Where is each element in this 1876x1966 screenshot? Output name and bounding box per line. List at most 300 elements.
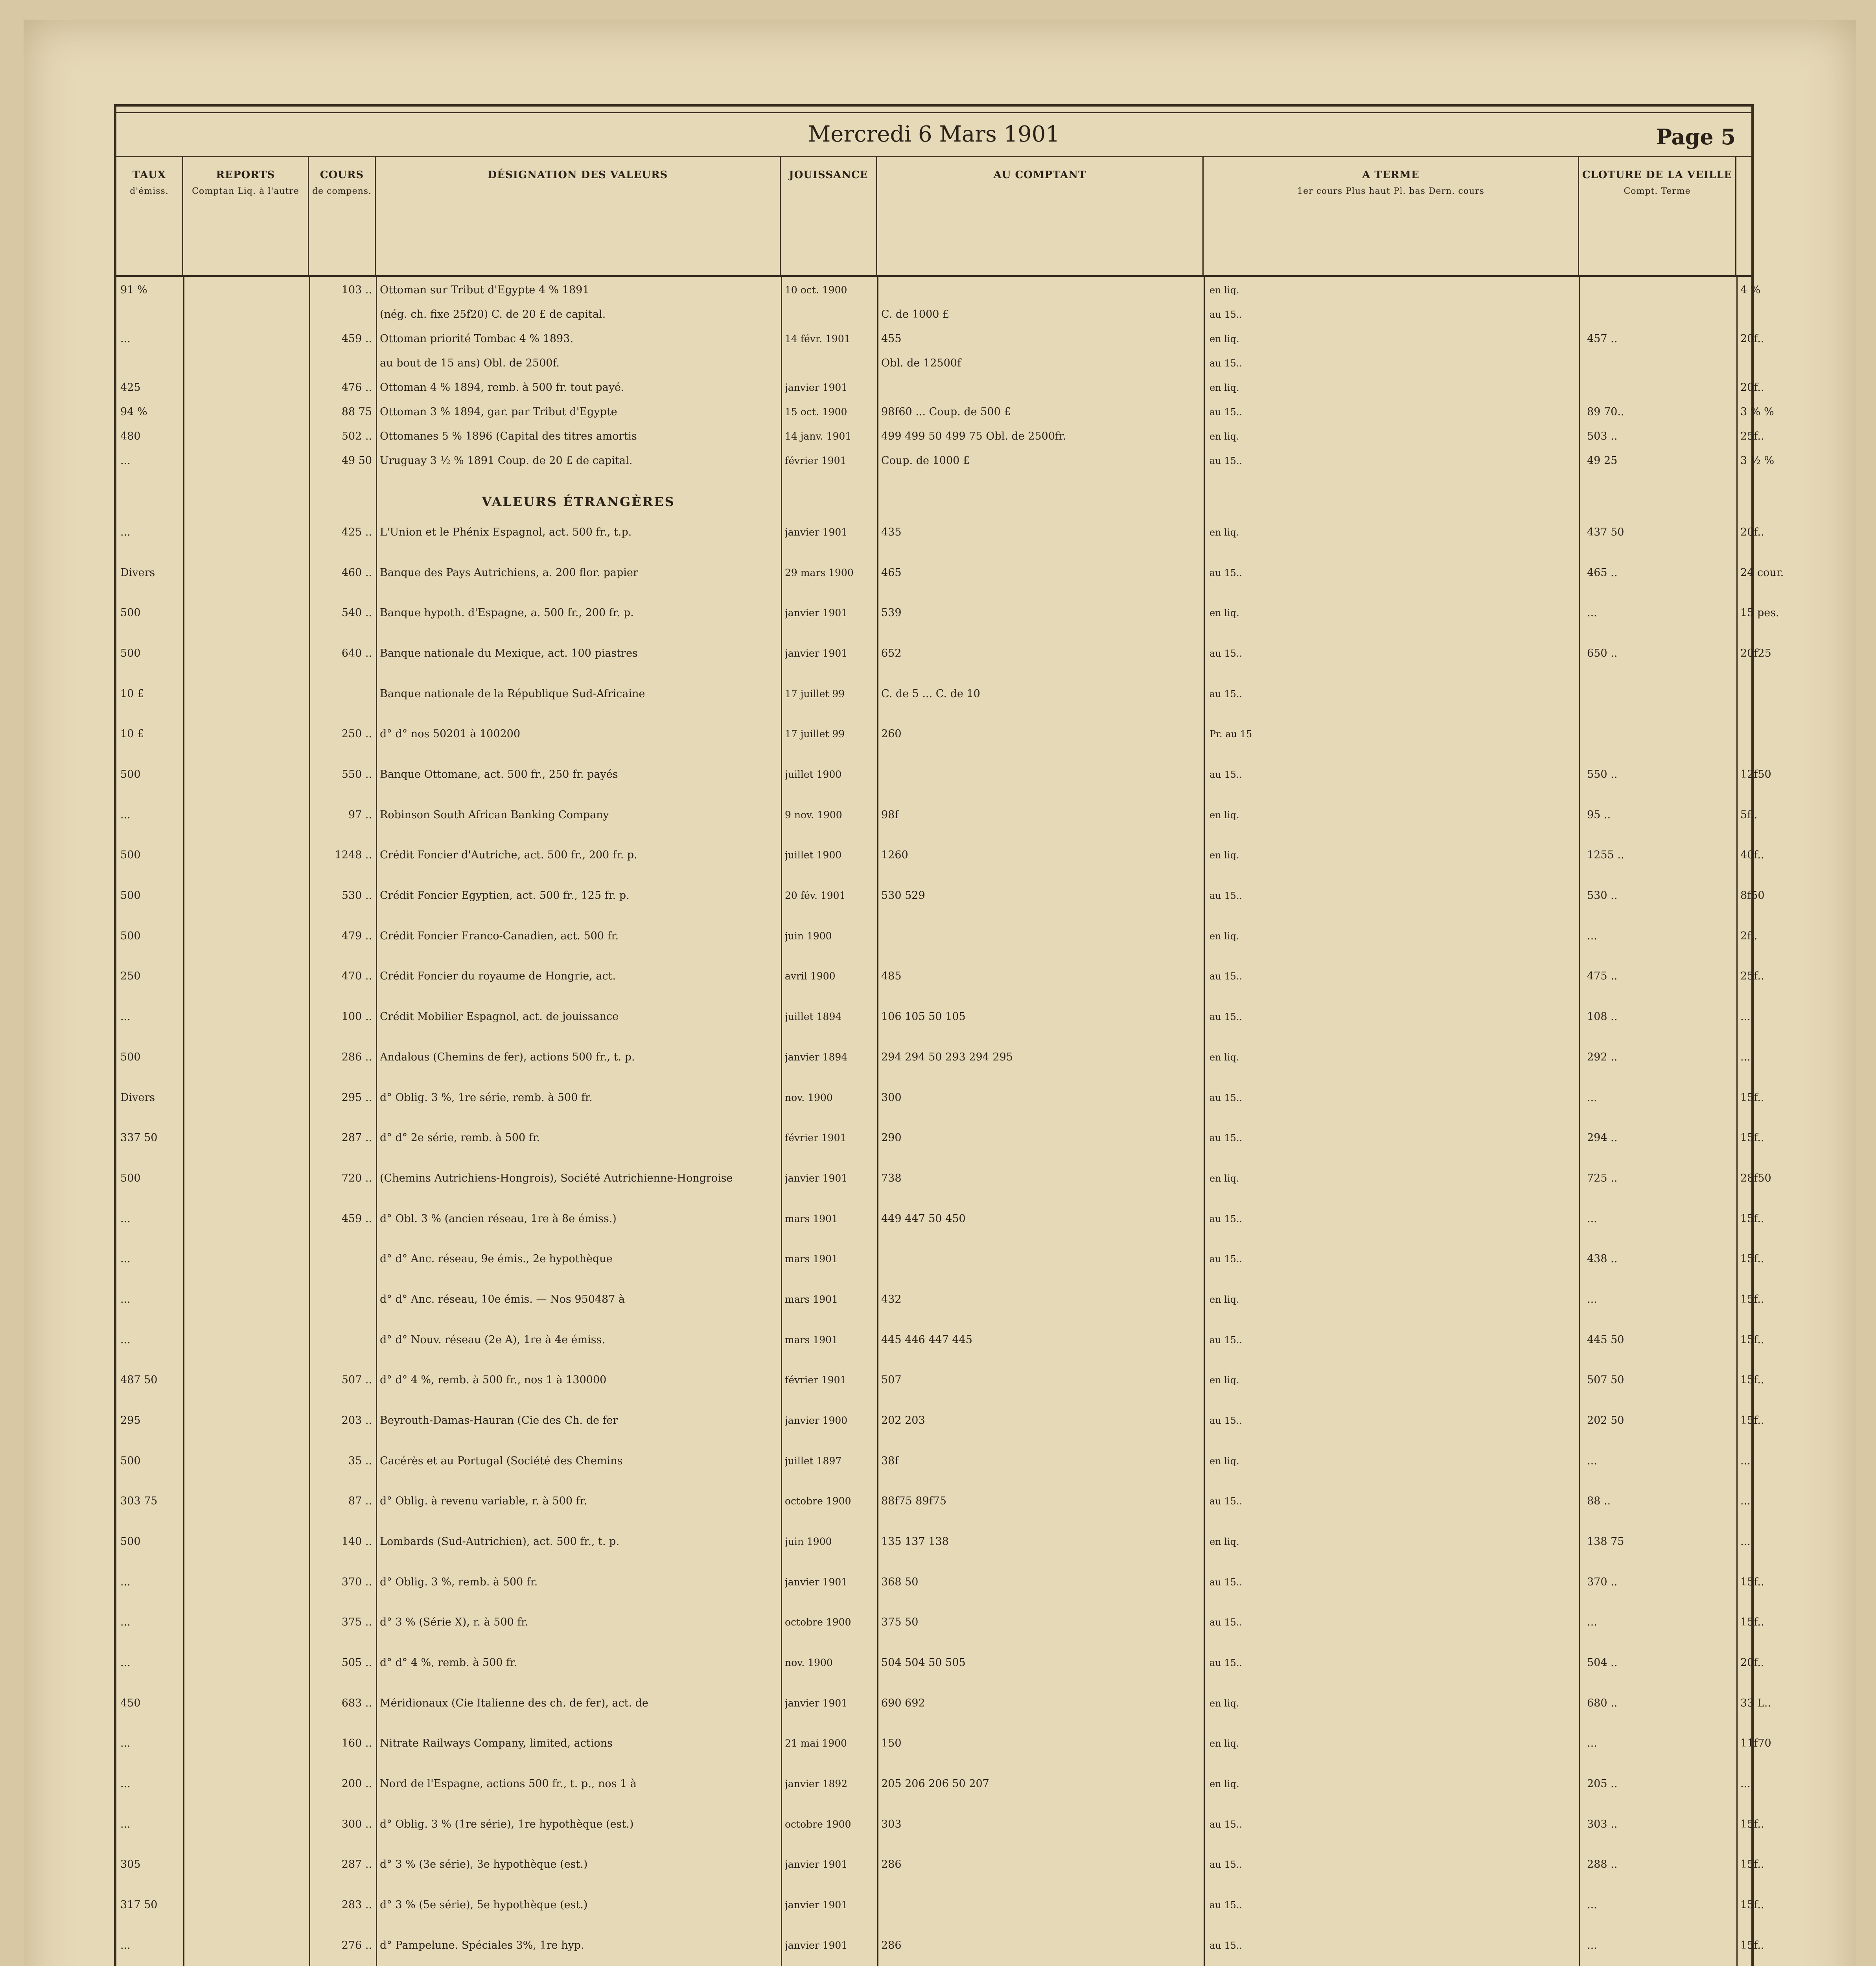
cell-int: 2f..: [1740, 930, 1758, 942]
cell-int: 20f..: [1740, 526, 1764, 538]
cell-cours: 476 ..: [341, 381, 372, 394]
cell-int: 15f..: [1740, 1092, 1764, 1104]
cell-taux: 480: [120, 430, 141, 442]
cell-terme: au 15..: [1210, 455, 1243, 466]
cell-desig: Banque hypoth. d'Espagne, a. 500 fr., 200 fr. p.: [380, 607, 634, 619]
cell-clot: 438 ..: [1587, 1253, 1618, 1265]
cell-terme: au 15..: [1210, 1819, 1243, 1830]
cell-int: 15f..: [1740, 1213, 1764, 1225]
cell-clot: ...: [1587, 1293, 1597, 1305]
cell-jouis: janvier 1901: [785, 1697, 848, 1709]
cell-cours: 550 ..: [341, 768, 372, 781]
cell-clot: ...: [1587, 1616, 1597, 1628]
cell-desig: d° d° Anc. réseau, 10e émis. — Nos 950487 à: [380, 1293, 625, 1305]
cell-taux: 500: [120, 647, 141, 659]
cell-terme: en liq.: [1210, 527, 1239, 538]
cell-clot: ...: [1587, 1455, 1597, 1467]
cell-cours: 720 ..: [341, 1172, 372, 1184]
cell-cours: 49 50: [341, 455, 372, 467]
cell-jouis: janvier 1894: [785, 1051, 848, 1063]
cell-compt: 150: [881, 1737, 902, 1749]
cell-desig: Beyrouth-Damas-Hauran (Cie des Ch. de fer: [380, 1414, 618, 1427]
cell-clot: 202 50: [1587, 1414, 1624, 1427]
cell-cours: 103 ..: [341, 284, 372, 296]
cell-int: 25f..: [1740, 970, 1764, 982]
cell-taux: ...: [120, 1616, 131, 1628]
cell-taux: ...: [120, 1213, 131, 1225]
col-rule: [1204, 276, 1205, 1966]
cell-taux: ...: [120, 1939, 131, 1951]
cell-cours: 459 ..: [341, 333, 372, 345]
cell-compt: 445 446 447 445: [881, 1334, 972, 1346]
cell-clot: 108 ..: [1587, 1011, 1618, 1023]
cell-terme: en liq.: [1210, 285, 1239, 296]
cell-int: 24 cour.: [1740, 567, 1784, 579]
cell-terme: au 15..: [1210, 1132, 1243, 1143]
cell-compt: 286: [881, 1858, 902, 1870]
col-terme: A TERME 1er cours Plus haut Pl. bas Dern. cours: [1204, 157, 1579, 275]
newspaper-page: [24, 20, 1856, 1966]
col-rule: [877, 276, 878, 1966]
cell-cours: 295 ..: [341, 1092, 372, 1104]
cell-int: 15f..: [1740, 1899, 1764, 1911]
cell-clot: 138 75: [1587, 1535, 1624, 1548]
cell-int: 15f..: [1740, 1939, 1764, 1951]
cell-int: 15f..: [1740, 1132, 1764, 1144]
cell-terme: en liq.: [1210, 850, 1239, 861]
col-rule: [1579, 276, 1580, 1966]
cell-desig: Ottomanes 5 % 1896 (Capital des titres amortis: [380, 430, 637, 442]
cell-compt: 303: [881, 1818, 902, 1830]
cell-terme: au 15..: [1210, 1011, 1243, 1022]
cell-terme: en liq.: [1210, 931, 1239, 942]
cell-cours: 88 75: [341, 406, 372, 418]
cell-cours: 300 ..: [341, 1818, 372, 1830]
cell-jouis: 29 mars 1900: [785, 567, 854, 578]
cell-jouis: février 1901: [785, 455, 847, 466]
cell-jouis: février 1901: [785, 1374, 847, 1386]
cell-clot: 292 ..: [1587, 1051, 1618, 1063]
cell-taux: ...: [120, 1334, 131, 1346]
cell-cours: 87 ..: [348, 1495, 372, 1507]
cell-compt: 435: [881, 526, 902, 538]
cell-taux: 500: [120, 849, 141, 861]
cell-jouis: janvier 1901: [785, 1859, 848, 1870]
cell-jouis: octobre 1900: [785, 1616, 851, 1628]
page-header: [116, 114, 1751, 154]
cell-terme: au 15..: [1210, 1657, 1243, 1668]
cell-clot: 303 ..: [1587, 1818, 1618, 1830]
cell-taux: ...: [120, 809, 131, 821]
cell-terme: en liq.: [1210, 1536, 1239, 1547]
cell-taux: 500: [120, 930, 141, 942]
section-title: VALEURS ÉTRANGÈRES: [482, 494, 675, 509]
cell-cours: 286 ..: [341, 1051, 372, 1063]
cell-int: 20f..: [1740, 381, 1764, 394]
cell-jouis: octobre 1900: [785, 1819, 851, 1830]
cell-jouis: juillet 1894: [785, 1011, 842, 1022]
cell-jouis: nov. 1900: [785, 1092, 833, 1103]
cell-taux: 94 %: [120, 406, 147, 418]
cell-terme: au 15..: [1210, 1415, 1243, 1426]
cell-cours: 35 ..: [348, 1455, 372, 1467]
cell-terme: en liq.: [1210, 431, 1239, 442]
cell-taux: 487 50: [120, 1374, 158, 1386]
cell-jouis: nov. 1900: [785, 1657, 833, 1668]
cell-taux: 500: [120, 1535, 141, 1548]
cell-terme: Pr. au 15: [1210, 729, 1252, 740]
cell-desig: Méridionaux (Cie Italienne des ch. de fer), act. de: [380, 1697, 648, 1709]
cell-compt: 135 137 138: [881, 1535, 949, 1548]
cell-clot: 550 ..: [1587, 768, 1618, 781]
cell-terme: au 15..: [1210, 1577, 1243, 1588]
cell-desig: d° d° 4 %, remb. à 500 fr.: [380, 1657, 517, 1669]
cell-cours: 1248 ..: [335, 849, 372, 861]
cell-desig: Crédit Mobilier Espagnol, act. de jouissance: [380, 1011, 619, 1023]
cell-taux: 450: [120, 1697, 141, 1709]
cell-clot: ...: [1587, 1213, 1597, 1225]
cell-taux: Divers: [120, 567, 155, 579]
cell-desig: d° 3 % (5e série), 5e hypothèque (est.): [380, 1899, 588, 1911]
cell-jouis: juillet 1900: [785, 849, 842, 861]
cell-cours: 160 ..: [341, 1737, 372, 1749]
cell-cours: 459 ..: [341, 1213, 372, 1225]
cell-compt: 652: [881, 647, 902, 659]
cell-compt: 98f: [881, 809, 899, 821]
col-comptant: AU COMPTANT: [877, 157, 1204, 275]
cell-clot: 49 25: [1587, 455, 1618, 467]
cell-clot: 370 ..: [1587, 1576, 1618, 1588]
cell-clot: 465 ..: [1587, 567, 1618, 579]
cell-terme: en liq.: [1210, 1173, 1239, 1184]
cell-jouis: mars 1901: [785, 1294, 838, 1305]
cell-jouis: janvier 1901: [785, 1940, 848, 1951]
cell-taux: 305: [120, 1858, 141, 1870]
col-taux: TAUX d'émiss.: [116, 157, 183, 275]
col-cours: COURS de compens.: [309, 157, 376, 275]
cell-int: ...: [1740, 1011, 1751, 1023]
cell-cours: 100 ..: [341, 1011, 372, 1023]
cell-clot: 95 ..: [1587, 809, 1611, 821]
cell-terme: au 15..: [1210, 1335, 1243, 1346]
cell-clot: 507 50: [1587, 1374, 1624, 1386]
cell-cours: 276 ..: [341, 1939, 372, 1951]
cell-jouis: mars 1901: [785, 1213, 838, 1224]
cell-desig: Crédit Foncier du royaume de Hongrie, act.: [380, 970, 616, 982]
cell-int: 20f..: [1740, 1657, 1764, 1669]
col-interets: [1736, 157, 1751, 275]
cell-int: 40f..: [1740, 849, 1764, 861]
cell-desig: d° d° 2e série, remb. à 500 fr.: [380, 1132, 540, 1144]
cell-taux: 10 £: [120, 728, 144, 740]
cell-taux: ...: [120, 526, 131, 538]
col-rule: [309, 276, 310, 1966]
cell-desig: Banque des Pays Autrichiens, a. 200 flor. papier: [380, 567, 638, 579]
col-cloture: CLOTURE DE LA VEILLE Compt. Terme: [1579, 157, 1736, 275]
cell-int: 15f..: [1740, 1818, 1764, 1830]
cell-desig: d° Oblig. à revenu variable, r. à 500 fr.: [380, 1495, 587, 1507]
cell-compt: 539: [881, 607, 902, 619]
cell-desig: d° Obl. 3 % (ancien réseau, 1re à 8e émiss.): [380, 1213, 617, 1225]
cell-compt: 507: [881, 1374, 902, 1386]
cell-terme: au 15..: [1210, 890, 1243, 901]
cell-cours: 425 ..: [341, 526, 372, 538]
cell-taux: 337 50: [120, 1132, 158, 1144]
cell-jouis: 9 nov. 1900: [785, 809, 842, 821]
col-rule: [781, 276, 782, 1966]
cell-compt: 465: [881, 567, 902, 579]
cell-desig: d° 3 % (3e série), 3e hypothèque (est.): [380, 1858, 588, 1870]
cell-desig: Ottoman sur Tribut d'Egypte 4 % 1891: [380, 284, 589, 296]
cell-taux: 317 50: [120, 1899, 158, 1911]
cell-cours: 140 ..: [341, 1535, 372, 1548]
cell-cours: 283 ..: [341, 1899, 372, 1911]
cell-desig: Crédit Foncier Franco-Canadien, act. 500 fr.: [380, 930, 619, 942]
cell-terme: au 15..: [1210, 1254, 1243, 1265]
cell-terme: en liq.: [1210, 333, 1239, 344]
cell-taux: ...: [120, 1737, 131, 1749]
cell-cours: 287 ..: [341, 1858, 372, 1870]
cell-taux: ...: [120, 1778, 131, 1790]
cell-clot: 457 ..: [1587, 333, 1618, 345]
cell-int: 15f..: [1740, 1334, 1764, 1346]
cell-taux: 10 £: [120, 688, 144, 700]
cell-taux: ...: [120, 1576, 131, 1588]
cell-cours: 640 ..: [341, 647, 372, 659]
cell-int: 28f50: [1740, 1172, 1771, 1184]
cell-terme: au 15..: [1210, 358, 1243, 369]
col-rule: [1736, 276, 1738, 1966]
cell-compt: Obl. de 12500f: [881, 357, 961, 369]
cell-jouis: janvier 1901: [785, 1899, 848, 1911]
cell-jouis: janvier 1901: [785, 1173, 848, 1184]
cell-desig: (nég. ch. fixe 25f20) C. de 20 £ de capital.: [380, 308, 606, 320]
cell-jouis: janvier 1901: [785, 607, 848, 619]
cell-taux: 500: [120, 1172, 141, 1184]
cell-terme: en liq.: [1210, 1456, 1239, 1467]
cell-clot: ...: [1587, 1899, 1597, 1911]
cell-terme: en liq.: [1210, 1052, 1239, 1063]
cell-int: 15 pes.: [1740, 607, 1779, 619]
cell-taux: 425: [120, 381, 141, 394]
cell-cours: 507 ..: [341, 1374, 372, 1386]
cell-compt: 98f60 ... Coup. de 500 £: [881, 406, 1011, 418]
cell-cours: 540 ..: [341, 607, 372, 619]
cell-compt: 300: [881, 1092, 902, 1104]
cell-cours: 460 ..: [341, 567, 372, 579]
cell-desig: Crédit Foncier d'Autriche, act. 500 fr., 200 fr. p.: [380, 849, 637, 861]
cell-desig: Andalous (Chemins de fer), actions 500 fr., t. p.: [380, 1051, 635, 1063]
cell-jouis: 21 mai 1900: [785, 1738, 847, 1749]
cell-jouis: mars 1901: [785, 1334, 838, 1346]
cell-jouis: juillet 1897: [785, 1455, 842, 1467]
cell-int: 3 ½ %: [1740, 455, 1775, 467]
cell-desig: d° Oblig. 3 % (1re série), 1re hypothèque (est.): [380, 1818, 634, 1830]
cell-terme: au 15..: [1210, 1617, 1243, 1628]
cell-compt: 205 206 206 50 207: [881, 1778, 989, 1790]
cell-clot: 725 ..: [1587, 1172, 1618, 1184]
cell-terme: au 15..: [1210, 688, 1243, 700]
cell-int: 3 % %: [1740, 406, 1774, 418]
cell-jouis: 10 oct. 1900: [785, 284, 847, 296]
cell-int: 25f..: [1740, 430, 1764, 442]
cell-clot: 445 50: [1587, 1334, 1624, 1346]
cell-compt: 38f: [881, 1455, 899, 1467]
cell-clot: ...: [1587, 607, 1597, 619]
top-rule: [116, 107, 1751, 113]
cell-int: ...: [1740, 1495, 1751, 1507]
cell-terme: au 15..: [1210, 971, 1243, 982]
cell-desig: Crédit Foncier Egyptien, act. 500 fr., 125 fr. p.: [380, 889, 630, 902]
cell-compt: 499 499 50 499 75 Obl. de 2500fr.: [881, 430, 1066, 442]
cell-int: ...: [1740, 1535, 1751, 1548]
cell-desig: Nitrate Railways Company, limited, actions: [380, 1737, 613, 1749]
cell-taux: 303 75: [120, 1495, 158, 1507]
cell-int: ...: [1740, 1778, 1751, 1790]
cell-compt: 290: [881, 1132, 902, 1144]
cell-desig: Banque nationale du Mexique, act. 100 piastres: [380, 647, 638, 659]
cell-taux: ...: [120, 1293, 131, 1305]
cell-terme: en liq.: [1210, 1375, 1239, 1386]
cell-desig: Banque nationale de la République Sud-Africaine: [380, 688, 645, 700]
cell-terme: en liq.: [1210, 382, 1239, 393]
cell-clot: 288 ..: [1587, 1858, 1618, 1870]
cell-int: 20f..: [1740, 333, 1764, 345]
cell-desig: au bout de 15 ans) Obl. de 2500f.: [380, 357, 560, 369]
cell-desig: Uruguay 3 ½ % 1891 Coup. de 20 £ de capital.: [380, 455, 633, 467]
cell-terme: au 15..: [1210, 1213, 1243, 1224]
cell-terme: au 15..: [1210, 1940, 1243, 1951]
cell-int: 15f..: [1740, 1374, 1764, 1386]
cell-taux: 500: [120, 1051, 141, 1063]
cell-desig: d° d° nos 50201 à 100200: [380, 728, 521, 740]
cell-terme: en liq.: [1210, 607, 1239, 619]
col-rule: [183, 276, 184, 1966]
cell-desig: Lombards (Sud-Autrichien), act. 500 fr., t. p.: [380, 1535, 620, 1548]
cell-jouis: janvier 1901: [785, 382, 848, 393]
cell-desig: d° Oblig. 3 %, remb. à 500 fr.: [380, 1576, 538, 1588]
cell-jouis: janvier 1901: [785, 526, 848, 538]
cell-compt: C. de 1000 £: [881, 308, 950, 320]
cell-jouis: juin 1900: [785, 930, 832, 942]
cell-clot: ...: [1587, 930, 1597, 942]
cell-jouis: octobre 1900: [785, 1495, 851, 1507]
cell-compt: 294 294 50 293 294 295: [881, 1051, 1013, 1063]
cell-jouis: 20 fév. 1901: [785, 890, 846, 901]
price-list-frame: [114, 104, 1784, 1966]
cell-jouis: février 1901: [785, 1132, 847, 1143]
cell-desig: d° d° 4 %, remb. à 500 fr., nos 1 à 130000: [380, 1374, 607, 1386]
cell-compt: 690 692: [881, 1697, 925, 1709]
cell-desig: d° Pampelune. Spéciales 3%, 1re hyp.: [380, 1939, 584, 1951]
cell-int: 15f..: [1740, 1576, 1764, 1588]
cell-compt: 375 50: [881, 1616, 919, 1628]
cell-clot: 89 70..: [1587, 406, 1624, 418]
cell-cours: 203 ..: [341, 1414, 372, 1427]
cell-int: 11f70: [1740, 1737, 1771, 1749]
cell-desig: d° d° Anc. réseau, 9e émis., 2e hypothèque: [380, 1253, 613, 1265]
cell-compt: C. de 5 ... C. de 10: [881, 688, 980, 700]
cell-desig: Cacérès et au Portugal (Société des Chemins: [380, 1455, 623, 1467]
cell-int: 33 L..: [1740, 1697, 1771, 1709]
cell-int: 8f50: [1740, 889, 1765, 902]
cell-terme: au 15..: [1210, 309, 1243, 320]
cell-desig: Banque Ottomane, act. 500 fr., 250 fr. payés: [380, 768, 618, 781]
cell-int: 15f..: [1740, 1253, 1764, 1265]
cell-jouis: avril 1900: [785, 970, 836, 982]
cell-taux: Divers: [120, 1092, 155, 1104]
cell-terme: en liq.: [1210, 1778, 1239, 1789]
cell-int: ...: [1740, 1455, 1751, 1467]
col-jouissance: JOUISSANCE: [781, 157, 877, 275]
page-number: Page 5: [1656, 124, 1736, 149]
cell-jouis: janvier 1900: [785, 1415, 848, 1426]
cell-taux: 500: [120, 1455, 141, 1467]
cell-taux: ...: [120, 1011, 131, 1023]
cell-cours: 200 ..: [341, 1778, 372, 1790]
cell-int: 15f..: [1740, 1616, 1764, 1628]
cell-cours: 250 ..: [341, 728, 372, 740]
cell-jouis: janvier 1901: [785, 1576, 848, 1588]
col-reports: REPORTS Comptan Liq. à l'autre: [183, 157, 309, 275]
cell-terme: au 15..: [1210, 1092, 1243, 1103]
cell-clot: 504 ..: [1587, 1657, 1618, 1669]
cell-jouis: 17 juillet 99: [785, 728, 845, 740]
table-body: [116, 276, 1784, 1966]
cell-compt: 485: [881, 970, 902, 982]
cell-desig: Ottoman 3 % 1894, gar. par Tribut d'Egypte: [380, 406, 617, 418]
cell-desig: d° d° Nouv. réseau (2e A), 1re à 4e émiss.: [380, 1334, 606, 1346]
cell-desig: Nord de l'Espagne, actions 500 fr., t. p., nos 1 à: [380, 1778, 637, 1790]
cell-jouis: mars 1901: [785, 1253, 838, 1265]
cell-compt: 449 447 50 450: [881, 1213, 966, 1225]
cell-cours: 287 ..: [341, 1132, 372, 1144]
cell-cours: 479 ..: [341, 930, 372, 942]
cell-jouis: 15 oct. 1900: [785, 406, 847, 418]
cell-clot: 88 ..: [1587, 1495, 1611, 1507]
cell-clot: 650 ..: [1587, 647, 1618, 659]
cell-desig: d° Oblig. 3 %, 1re série, remb. à 500 fr.: [380, 1092, 593, 1104]
col-designation: DÉSIGNATION DES VALEURS: [376, 157, 781, 275]
cell-cours: 470 ..: [341, 970, 372, 982]
cell-terme: au 15..: [1210, 769, 1243, 780]
cell-clot: 530 ..: [1587, 889, 1618, 902]
cell-terme: en liq.: [1210, 1738, 1239, 1749]
cell-cours: 375 ..: [341, 1616, 372, 1628]
col-rule: [376, 276, 377, 1966]
cell-int: 4 %: [1740, 284, 1761, 296]
cell-clot: ...: [1587, 1737, 1597, 1749]
cell-taux: 500: [120, 607, 141, 619]
cell-compt: 202 203: [881, 1414, 925, 1427]
cell-compt: 260: [881, 728, 902, 740]
cell-compt: 368 50: [881, 1576, 919, 1588]
cell-jouis: juillet 1900: [785, 769, 842, 780]
cell-clot: 205 ..: [1587, 1778, 1618, 1790]
cell-terme: au 15..: [1210, 407, 1243, 418]
cell-compt: 455: [881, 333, 902, 345]
cell-terme: en liq.: [1210, 810, 1239, 821]
cell-jouis: 14 janv. 1901: [785, 431, 852, 442]
cell-taux: 91 %: [120, 284, 147, 296]
column-headers: [116, 156, 1751, 277]
cell-int: 20f25: [1740, 647, 1771, 659]
cell-cours: 97 ..: [348, 809, 372, 821]
cell-desig: Robinson South African Banking Company: [380, 809, 609, 821]
cell-jouis: 17 juillet 99: [785, 688, 845, 700]
cell-terme: au 15..: [1210, 648, 1243, 659]
cell-int: ...: [1740, 1051, 1751, 1063]
